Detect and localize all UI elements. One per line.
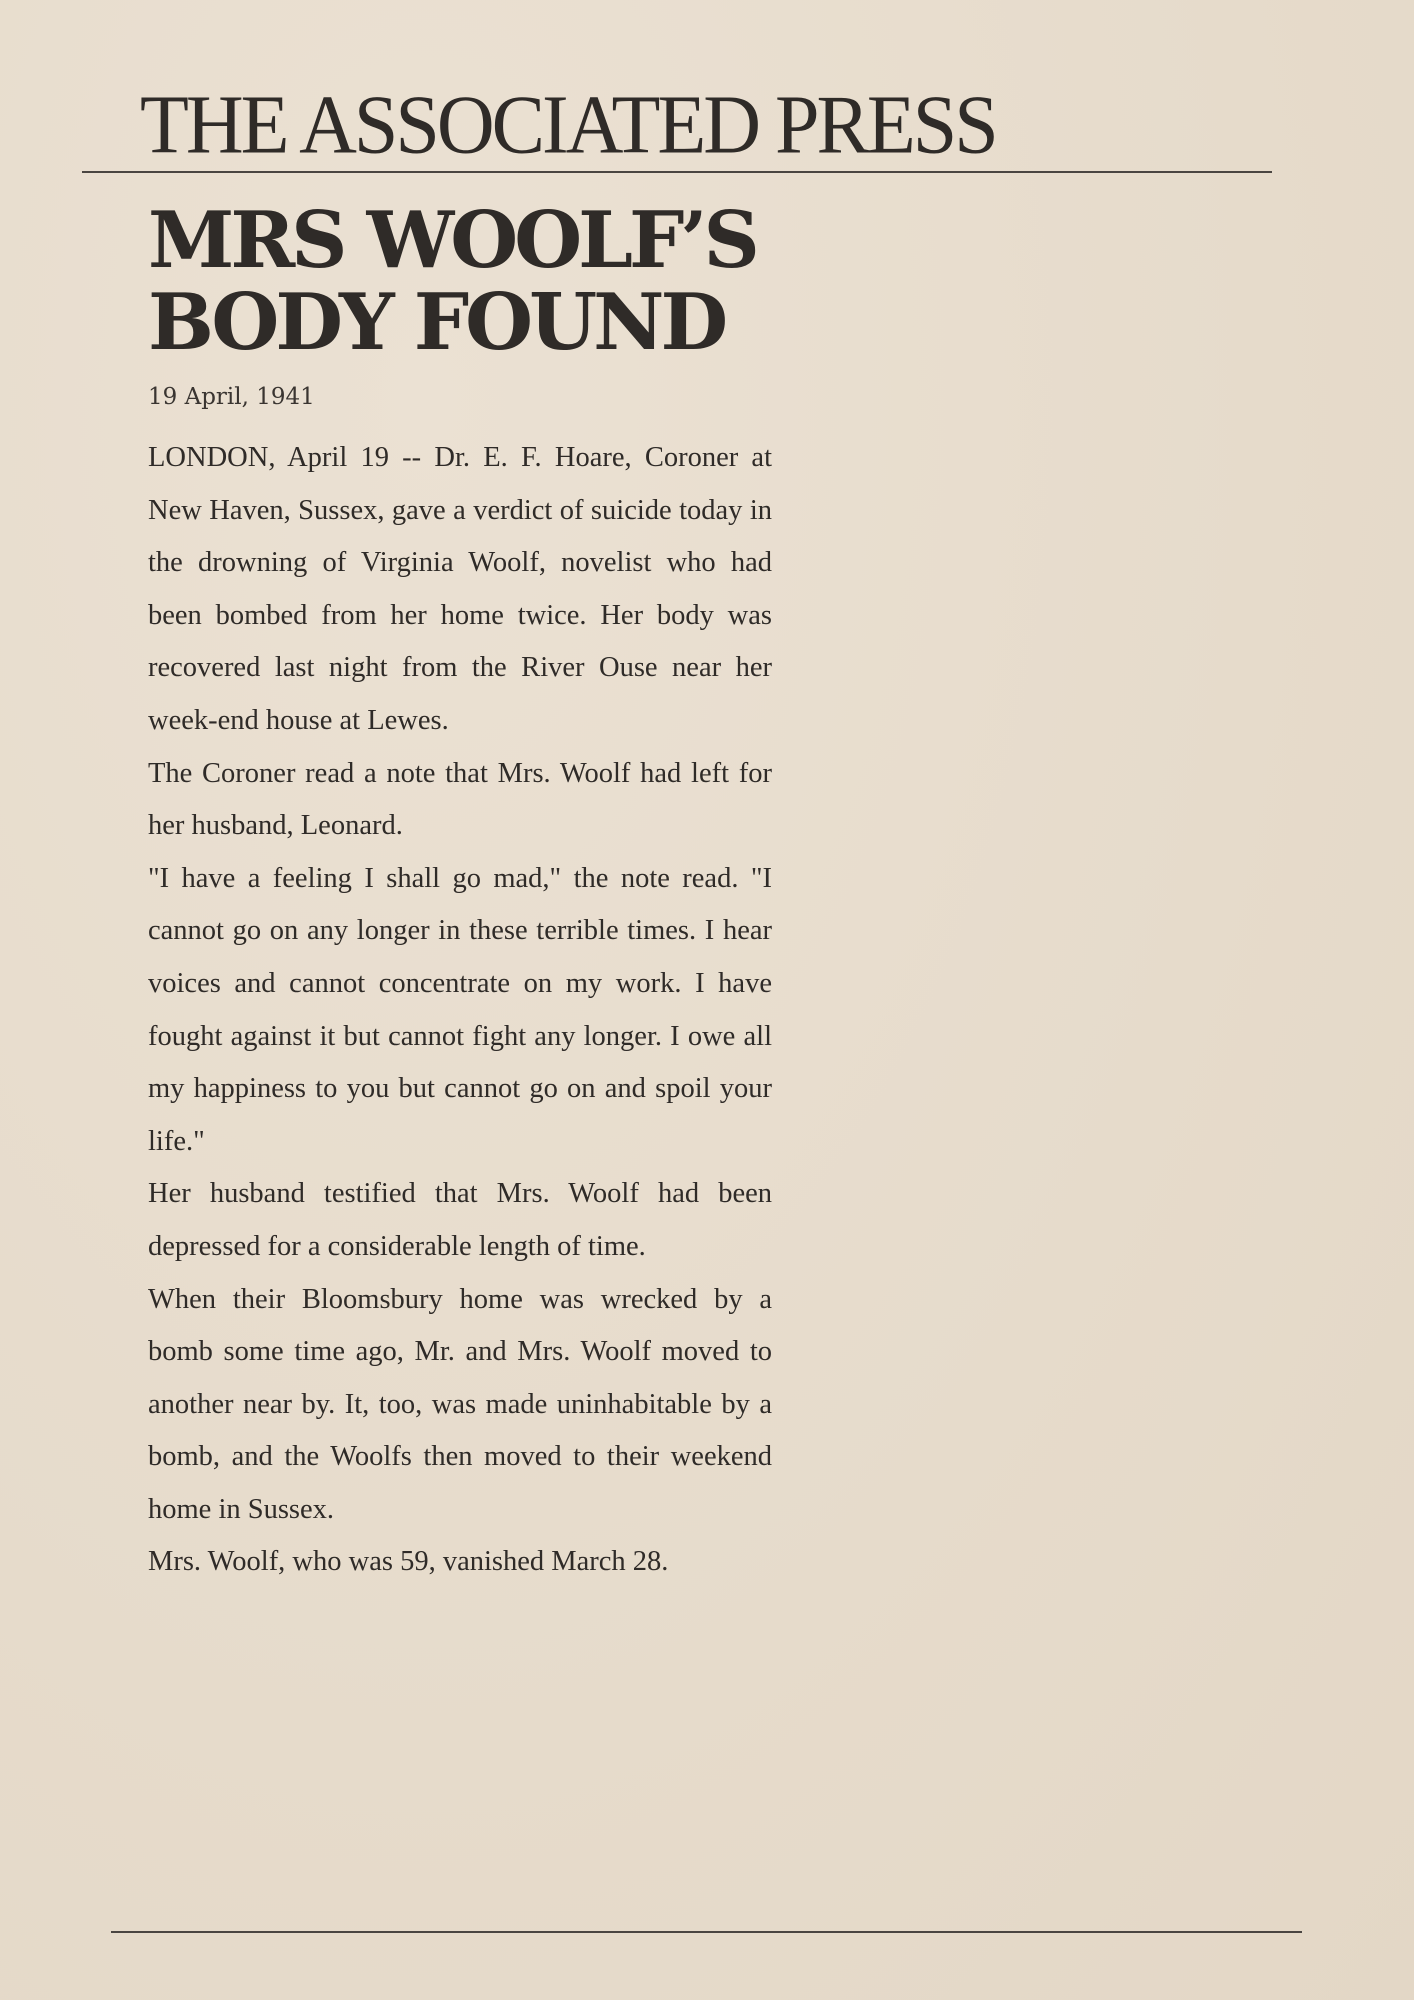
masthead-title: THE ASSOCIATED PRESS	[140, 79, 996, 172]
paragraph: Her husband testified that Mrs. Woolf had been depressed for a considerable length of time.	[148, 1178, 772, 1262]
article-date: 19 April, 1941	[148, 384, 315, 410]
paragraph: When their Bloomsbury home was wrecked by a bomb some time ago, Mr. and Mrs. Woolf moved to another near by. It, too, was made uninhabitable by a bomb, and the Woolfs then moved to their weekend home in Sussex.	[148, 1283, 772, 1525]
paragraph: "I have a feeling I shall go mad," the note read. "I cannot go on any longer in these terrible times. I hear voices and cannot concentrate on my work. I have fought against it but cannot fight any longer. I owe all my happiness to you but cannot go on and spoil your life."	[148, 862, 772, 1157]
paragraph: The Coroner read a note that Mrs. Woolf had left for her husband, Leonard.	[148, 757, 772, 842]
article-headline: MRS WOOLF’S BODY FOUND	[148, 195, 756, 368]
paragraph: LONDON, April 19 -- Dr. E. F. Hoare, Coroner at New Haven, Sussex, gave a verdict of suicide today in the drowning of Virginia Woolf, novelist who had been bombed from her home twice. Her body was recovered last night from the River Ouse near her week-end house at Lewes.	[148, 442, 772, 736]
footer-divider	[111, 1931, 1302, 1933]
masthead-divider	[82, 171, 1272, 173]
paragraph: Mrs. Woolf, who was 59, vanished March 28.	[148, 1546, 669, 1578]
article-body	[148, 432, 772, 1589]
